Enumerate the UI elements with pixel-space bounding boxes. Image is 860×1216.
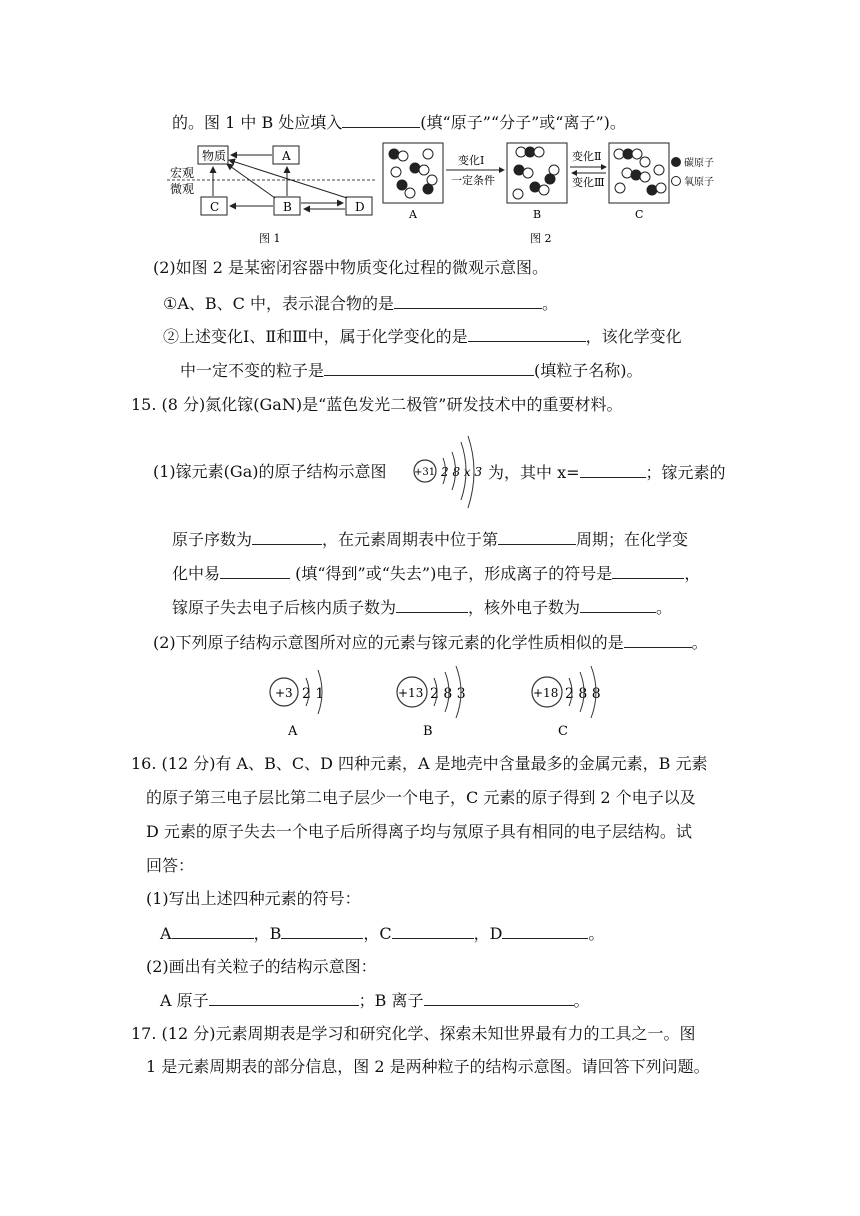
q17-line-2: 1 是元素周期表的部分信息，图 2 是两种粒子的结构示意图。请回答下列问题。 xyxy=(146,1057,710,1076)
option-a-shells: 2 1 xyxy=(302,686,325,702)
q14-sub-2: (2)如图 2 是某密闭容器中物质变化过程的微观示意图。 xyxy=(153,258,549,277)
q14-question-2-cont: 中一定不变的粒子是 (填粒子名称)。 xyxy=(180,361,643,380)
gallium-atom-diagram xyxy=(410,428,485,518)
box-d-label: D xyxy=(355,200,365,214)
option-c-label: C xyxy=(558,724,568,739)
legend-carbon-dot xyxy=(672,158,681,167)
q16-sub-2: (2)画出有关粒子的结构示意图： xyxy=(146,957,377,976)
box-a-label: A xyxy=(282,149,291,163)
answer-blank[interactable] xyxy=(580,597,656,613)
option-b-shells: 2 8 3 xyxy=(430,686,466,702)
ga-nucleus-label: +31 xyxy=(414,467,436,478)
change-2-label: 变化Ⅱ xyxy=(572,150,602,163)
q15-line-2: 原子序数为 ，在元素周期表中位于第 周期；在化学变 xyxy=(172,530,689,549)
change-3-label: 变化Ⅲ xyxy=(572,176,605,189)
q16-sub-1: (1)写出上述四种元素的符号： xyxy=(146,889,361,908)
answer-blank[interactable] xyxy=(209,990,359,1006)
box-b-label: B xyxy=(283,200,292,214)
container-c-label: C xyxy=(635,208,644,221)
option-a-nucleus: +3 xyxy=(275,686,293,700)
figure-2-diagram xyxy=(380,140,714,252)
condition-label: 一定条件 xyxy=(451,174,495,187)
option-a-diagram xyxy=(270,670,324,739)
answer-blank[interactable] xyxy=(281,923,363,939)
answer-blank[interactable] xyxy=(220,563,290,579)
option-c-nucleus: +18 xyxy=(533,686,559,700)
legend-oxygen-label: 氧原子 xyxy=(684,177,714,188)
q15-sub-1-cont: 为，其中 x= ；镓元素的 xyxy=(488,463,726,482)
ga-shells-label: 2 8 x 3 xyxy=(441,465,483,479)
answer-blank[interactable] xyxy=(394,293,542,309)
option-b-nucleus: +13 xyxy=(398,686,424,700)
answer-blank[interactable] xyxy=(468,326,586,342)
option-b-diagram xyxy=(397,666,466,739)
option-c-shells: 2 8 8 xyxy=(565,686,601,702)
option-a-label: A xyxy=(288,724,298,739)
q15-sub-2: (2)下列原子结构示意图所对应的元素与镓元素的化学性质相似的是 。 xyxy=(153,633,708,652)
answer-blank[interactable] xyxy=(498,529,576,545)
answer-blank[interactable] xyxy=(392,923,474,939)
box-matter-label: 物质 xyxy=(202,149,227,163)
answer-blank[interactable] xyxy=(624,632,692,648)
q15-line-4: 镓原子失去电子后核内质子数为 ，核外电子数为 。 xyxy=(172,598,673,617)
answer-blank[interactable] xyxy=(580,462,646,478)
figure-2-caption: 图 2 xyxy=(530,232,552,245)
figure-1-caption: 图 1 xyxy=(259,232,281,245)
q17-line-1: 17. (12 分)元素周期表是学习和研究化学、探索未知世界最有力的工具之一。图 xyxy=(131,1024,696,1043)
q15-title: 15. (8 分)氮化镓(GaN)是“蓝色发光二极管”研发技术中的重要材料。 xyxy=(131,395,623,414)
q16-structure-line: A 原子 ；B 离子 。 xyxy=(160,991,590,1010)
answer-blank[interactable] xyxy=(252,529,322,545)
q14-question-2: ②上述变化Ⅰ、Ⅱ和Ⅲ中，属于化学变化的是 ，该化学变化 xyxy=(163,327,682,346)
q16-line-1: 16. (12 分)有 A、B、C、D 四种元素，A 是地壳中含量最多的金属元素，B 元素 xyxy=(131,754,708,773)
answer-blank[interactable] xyxy=(612,563,684,579)
container-a-label: A xyxy=(409,208,417,221)
legend-carbon-label: 碳原子 xyxy=(684,158,714,169)
q15-sub-1: (1)镓元素(Ga)的原子结构示意图 xyxy=(153,462,387,481)
answer-blank[interactable] xyxy=(172,923,254,939)
q14-question-1: ①A、B、C 中，表示混合物的是 。 xyxy=(163,294,559,313)
atom-options xyxy=(262,660,622,742)
q14-line-1: 的。图 1 中 B 处应填入 (填“原子”“分子”或“离子”)。 xyxy=(172,113,626,132)
answer-blank[interactable] xyxy=(502,923,588,939)
q15-line-3: 化中易 (填“得到”或“失去”)电子，形成离子的符号是 ， xyxy=(172,564,701,583)
answer-blank[interactable] xyxy=(324,360,534,376)
q16-line-4: 回答： xyxy=(146,856,195,875)
label-macro: 宏观 xyxy=(170,166,195,180)
option-c-diagram xyxy=(532,666,601,739)
change-1-label: 变化Ⅰ xyxy=(458,154,485,167)
q16-symbols-line: A ，B ，C ，D 。 xyxy=(160,924,605,943)
label-micro: 微观 xyxy=(170,182,195,196)
q16-line-3: D 元素的原子失去一个电子后所得离子均与氖原子具有相同的电子层结构。试 xyxy=(146,822,692,841)
answer-blank[interactable] xyxy=(424,990,574,1006)
answer-blank[interactable] xyxy=(396,597,468,613)
figure-1-diagram xyxy=(165,140,380,250)
option-b-label: B xyxy=(423,724,433,739)
container-b-label: B xyxy=(533,208,542,221)
box-c-label: C xyxy=(210,200,220,214)
legend-oxygen-dot xyxy=(672,177,681,186)
q16-line-2: 的原子第三电子层比第二电子层少一个电子，C 元素的原子得到 2 个电子以及 xyxy=(146,788,696,807)
answer-blank[interactable] xyxy=(342,112,420,128)
